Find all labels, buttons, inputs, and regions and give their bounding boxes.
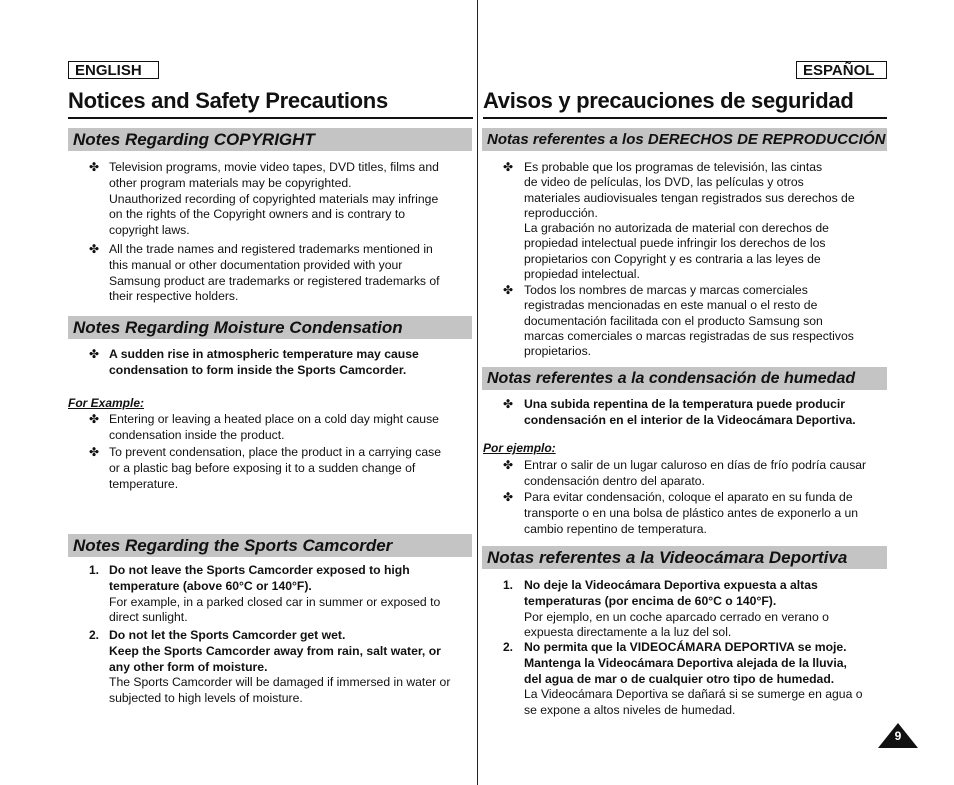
list-number: 2. — [89, 628, 100, 642]
page-title-spanish: Avisos y precauciones de seguridad — [483, 88, 854, 113]
camcorder-item-en-2: Do not let the Sports Camcorder get wet. Keep the Sports Camcorder away from rain, salt water, or any other form of moisture. The Sports Camcorder will be damaged if immersed in water or subjected to high levels of moisture. — [109, 628, 451, 706]
copyright-item-es-1: Es probable que los programas de televisión, las cintas de video de películas, los DVD, las películas y otros materiales audiovisuales tengan registrados sus derechos de reproducción. La grabación no autorizada de material con derechos de propiedad intelectual puede infringir los derechos de los propietarios con Copyright y es contraria a las leyes de propiedad intelectual. — [524, 160, 855, 282]
column-divider — [477, 0, 478, 785]
title-rule-left — [68, 117, 473, 119]
list-number: 1. — [89, 563, 100, 577]
camcorder-item-es-1: No deje la Videocámara Deportiva expuesta a altas temperaturas (por encima de 60°C o 140°F). Por ejemplo, en un coche aparcado cerrado en verano o expuesta directamente a la luz del sol. — [524, 578, 829, 640]
bullet-icon: ✤ — [503, 160, 514, 174]
section-camcorder-es: Notas referentes a la Videocámara Deportiva — [482, 546, 887, 569]
example-label-en: For Example: — [68, 396, 145, 410]
list-number: 1. — [503, 578, 514, 592]
camcorder-item-en-1: Do not leave the Sports Camcorder exposed to high temperature (above 60°C or 140°F). For example, in a parked closed car in summer or exposed to direct sunlight. — [109, 563, 441, 625]
copyright-item-en-2: All the trade names and registered trademarks mentioned in this manual or other documentation provided with your Samsung product are trademarks or registered trademarks of their respective holders. — [109, 242, 440, 304]
bullet-icon: ✤ — [89, 445, 100, 459]
camcorder-item-es-2: No permita que la VIDEOCÁMARA DEPORTIVA se moje. Mantenga la Videocámara Deportiva alejada de la lluvia, del agua de mar o de cualquier otro tipo de humedad. La Videocámara Deportiva se dañará si se sumerge en agua o se expone a altos niveles de humedad. — [524, 640, 863, 718]
section-camcorder-en: Notes Regarding the Sports Camcorder — [68, 534, 472, 557]
section-copyright-es: Notas referentes a los DERECHOS DE REPRODUCCIÓN — [482, 128, 887, 151]
list-number: 2. — [503, 640, 514, 654]
example-label-es: Por ejemplo: — [483, 441, 556, 455]
bullet-icon: ✤ — [89, 242, 100, 256]
copyright-item-en-1: Television programs, movie video tapes, DVD titles, films and other program materials may be copyrighted. Unauthorized recording of copyrighted materials may infringe on the rights of the Copyright owners and is contrary to copyright laws. — [109, 160, 439, 238]
example-item-en-1: Entering or leaving a heated place on a cold day might cause condensation inside the product. — [109, 412, 439, 442]
example-item-es-2: Para evitar condensación, coloque el aparato en su funda de transporte o en una bolsa de plástico antes de exponerlo a un cambio repentino de temperatura. — [524, 490, 859, 536]
bullet-icon: ✤ — [503, 283, 514, 297]
language-tag-english: ENGLISH — [68, 61, 159, 79]
bullet-icon: ✤ — [503, 397, 514, 411]
bullet-icon: ✤ — [89, 347, 100, 361]
example-item-es-1: Entrar o salir de un lugar caluroso en días de frío podría causar condensación dentro del aparato. — [524, 458, 867, 488]
title-rule-right — [483, 117, 887, 119]
page-number: 9 — [894, 729, 902, 743]
bullet-icon: ✤ — [89, 412, 100, 426]
bullet-icon: ✤ — [503, 458, 514, 472]
section-moisture-es: Notas referentes a la condensación de humedad — [482, 367, 887, 390]
bullet-icon: ✤ — [503, 490, 514, 504]
language-tag-spanish: ESPAÑOL — [796, 61, 887, 79]
moisture-warning-es: Una subida repentina de la temperatura puede producir condensación en el interior de la Videocámara Deportiva. — [524, 397, 856, 427]
page-title-english: Notices and Safety Precautions — [68, 88, 388, 113]
copyright-item-es-2: Todos los nombres de marcas y marcas comerciales registradas mencionadas en este manual o el resto de documentación facilitada con el producto Samsung son marcas comerciales o marcas registradas de sus respectivos propietarios. — [524, 283, 854, 359]
bullet-icon: ✤ — [89, 160, 100, 174]
example-item-en-2: To prevent condensation, place the product in a carrying case or a plastic bag before exposing it to a sudden change of temperature. — [109, 445, 441, 491]
moisture-warning-en: A sudden rise in atmospheric temperature may cause condensation to form inside the Sports Camcorder. — [109, 347, 419, 377]
section-copyright-en: Notes Regarding COPYRIGHT — [68, 128, 472, 151]
section-moisture-en: Notes Regarding Moisture Condensation — [68, 316, 472, 339]
